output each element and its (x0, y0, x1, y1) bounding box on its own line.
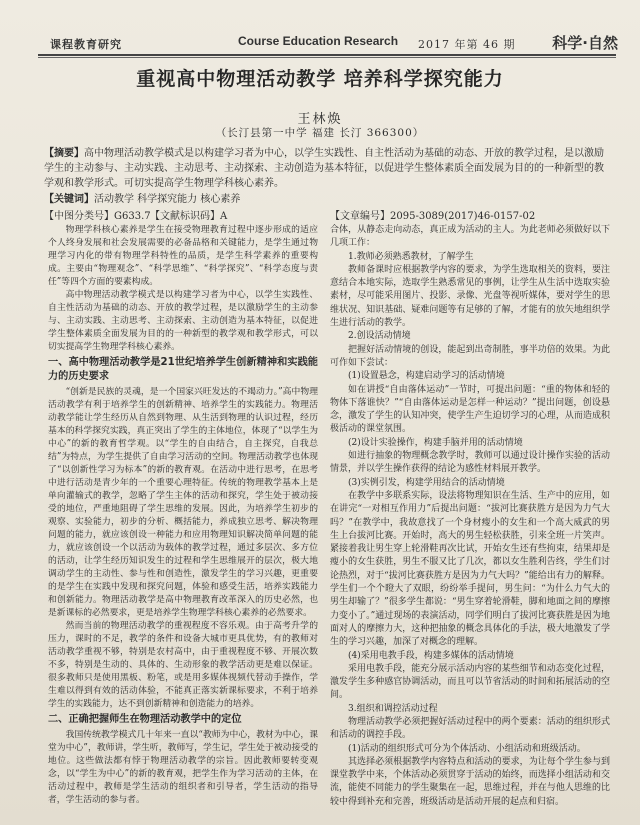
paragraph: “创新是民族的灵魂，是一个国家兴旺发达的不竭动力。”高中物理活动教学有利于培养学生的创新精神、培养学生的实践能力。物理活动教学能让学生经历从自然到物理、从生活到物理的认识过程，经历基本的科学探究实践，真正突出了学生的主体地位，体现了“以学生为中心”的新的教育哲学观。以“学生的自由结合，自主探究，自我总结”为特点，为学生提供了自由学习活动的空间。物理活动教学也体现了“以创新性学习为标本”的新的教育观。在活动中进行思考，在思考中进行活动是青少年的一个重要心理特征。传统的物理教学基本上是单向灌输式的教学，忽略了学生主体的活动和探究，学生处于被动接受的地位，严重地阻碍了学生思维的发展。因此，为培养学生初步的观察、实验能力，初步的分析、概括能力，养成独立思考、解决物理问题的能力，就应该创设一种能力和应用物理知识解决简单问题的能力，就应该创设一个以活动为载体的教学过程，通过多层次、多方位的活动，让学生经历知识发生的过程和学生思维展开的层次，极大地调动学生的主动性、参与性和创造性，激发学生的学习兴趣，更重要的是学生在实践中发现和探究问题，体验和感受生活，培养实践能力和创新能力。物理活动教学是高中物理教育改革深入的历史必然，也是新课标的必然要求，更是培养学生物理学科核心素养的必然要求。 (48, 387, 318, 618)
section-heading: 二、正确把握师生在物理活动教学中的定位 (48, 714, 242, 725)
clc-number (44, 207, 151, 222)
subheading: (4)采用电教手段，构建多媒体的活动情境 (348, 650, 514, 661)
section-heading: 一、高中物理活动教学是21世纪培养学生创新精神和实践能力的历史要求 (48, 357, 318, 382)
header-rule (38, 54, 616, 56)
clc-label: 【中图分类号】 (44, 211, 114, 222)
article-title: 重视高中物理活动教学 培养科学探究能力 (136, 68, 504, 90)
left-column (48, 224, 318, 807)
subheading: 3.组织和调控活动过程 (348, 703, 438, 714)
paragraph: 如在讲授“自由落体运动”一节时，可提出问题：“重的物体和轻的物体下落谁快？”“自由落体运动是怎样一种运动？”提出问题，创设悬念，激发了学生的认知冲突，使学生产生迫切学习的心理，从而造成积极活动的课堂氛围。 (330, 384, 610, 435)
subheading: (1)活动的组织形式可分为个体活动、小组活动和班级活动。 (348, 743, 586, 754)
paragraph: 然而当前的物理活动教学的重视程度不容乐观。由于高考升学的压力，课时的不足，教学的条件和设备大城市更具优势，有的教师对活动教学重视不够，特别是农村高中，由于重视程度不够、开展次数不多，特别是生动的、具体的、生动形象的教学活动更是难以保证。很多教师只是使用黑板、粉笔，或是用多媒体视频代替动手操作，学生难以得到有效的活动体验，不能真正落实新课标要求，不利于培养学生的实践能力，达不到创新精神和创造能力的培养。 (48, 621, 318, 709)
doc-value: A (220, 211, 228, 222)
abstract-label: 【摘要】 (44, 148, 84, 159)
subheading: 2.创设活动情境 (348, 331, 411, 342)
article-number-label: 【文章编号】 (330, 211, 390, 222)
doc-code (150, 207, 227, 222)
paragraph: 物理学科核心素养是学生在接受物理教育过程中逐步形成的适应个人终身发展和社会发展需要的必备品格和关键能力，是学生通过物理学习内化的带有物理学科特性的品质，是学生科学素养的重要构成。主要由“物理观念”、“科学思维”、“科学探究”、“科学态度与责任”等四个方面的要素构成。 (48, 225, 318, 287)
article-number (330, 207, 535, 222)
author-affiliation: （长汀县第一中学 福建 长汀 366300） (215, 127, 425, 139)
subheading: (1)设置悬念，构建启动学习的活动情境 (348, 371, 505, 382)
header-rule-thin (38, 57, 616, 58)
subheading: 1.教师必须熟悉教材，了解学生 (348, 251, 474, 262)
subheading: (2)设计实验操作，构建手脑并用的活动情境 (348, 437, 523, 448)
journal-name-cn: 课程教育研究 (50, 38, 122, 51)
issue-number: 2017 年第 46 期 (418, 38, 516, 51)
paragraph: 我国传统教学模式几十年来一直以“教师为中心，教材为中心，课堂为中心”，教师讲，学生听，教师写，学生记，学生处于被动接受的地位。这些做法都有悖于物理活动教学的宗旨。因此教师要转变观念，以“学生为中心”的新的教育观，把学生作为学习活动的主体，在活动过程中，教师是学生活动的组织者和引导者，学生活动的指导者，学生活动的参与者。 (48, 730, 318, 805)
paragraph: 教师备课时应根据教学内容的要求，为学生选取相关的资料，要注意结合本地实际，选取学生熟悉常见的事例，让学生从生活中选取实验素材，尽可能采用图片、投影、录像、光盘等视听媒体，要对学生的思维状况、知识基础、疑难问题等有足够的了解，才能有的放矢地组织学生进行活动的教学。 (330, 264, 610, 329)
abstract-text: 高中物理活动教学模式是以构建学习者为中心，以学生实践性、自主性活动为基础的动态、开放的教学过程，是以激励学生的主动参与、主动实践、主动思考、主动探索、主动创造为基本特征，以促进学生整体素质全面发展为目的的一种新型的教学观和教学形式。可切实提高学生物理学科核心素养。 (44, 148, 604, 189)
author-name: 王林焕 (297, 112, 343, 127)
paragraph: 如进行抽象的物理概念教学时，教师可以通过设计操作实验的活动情景，并以学生操作获得的结论为感性材料展开教学。 (330, 451, 610, 475)
running-header (28, 30, 618, 52)
keywords (44, 192, 240, 207)
paragraph: 把握好活动情境的创设，能起到出奇制胜，事半功倍的效果。为此可作如下尝试： (330, 344, 610, 368)
section-name: 科学·自然 (552, 34, 618, 52)
subheading: (3)实例引发，构建学用结合的活动情境 (348, 477, 505, 488)
article-number-value: 2095-3089(2017)46-0157-02 (390, 211, 536, 222)
abstract (44, 146, 604, 191)
paragraph: 采用电教手段，能充分展示活动内容的某些细节和动态变化过程，激发学生多种感官协调活动，而且可以节省活动的时间和拓展活动的空间。 (330, 663, 610, 701)
paragraph: 其选择必须根据教学内容特点和活动的要求，为让每个学生参与到课堂教学中来，个体活动必须贯穿于活动的始终，而选择小组活动和交流，能使不同能力的学生聚集在一起，思维过程，并在与他人思维的比较中得到补充和完善，班级活动是活动开展的起点和归宿。 (330, 756, 610, 807)
paragraph: 物理活动教学必须把握好活动过程中的两个要素：活动的组织形式和活动的调控手段。 (330, 716, 610, 741)
right-column (330, 224, 610, 809)
paragraph: 合体，从静态走向动态，真正成为活动的主人。为此老师必须做好以下几项工作： (330, 225, 610, 249)
doc-label: 【文献标识码】 (150, 211, 220, 222)
clc-value: G633.7 (114, 211, 151, 222)
paragraph: 在教学中多联系实际，设法将物理知识在生活、生产中的应用，如在讲完“一对相互作用力”后提出问题：“拔河比赛获胜方是因为力气大吗？”在教学中，我故意找了一个身材瘦小的女生和一个高大威武的男生上台拔河比赛。开始时，高大的男生轻松获胜，引来全班一片笑声。紧接着我让男生穿上轮滑鞋再次比试，开始女生还有些拘束，结果却是瘦小的女生获胜，男生不服又比了几次，都以女生胜利告终，学生们讨论热烈，对于“拔河比赛获胜方是因为力气大吗？”能给出有力的解释。学生们一个个瞪大了双眼，纷纷举手提问，男生问：“为什么力气大的男生却输了？”很多学生都说：“男生穿着轮滑鞋，脚和地面之间的摩擦力变小了。”通过现场的表演活动，同学们明白了拔河比赛获胜是因为地面对人的摩擦力大，这种把抽象的概念具体化的手法，极大地激发了学生的学习兴趣，加深了对概念的理解。 (330, 490, 610, 648)
paragraph: 高中物理活动教学模式是以构建学习者为中心，以学生实践性、自主性活动为基础的动态、开放的教学过程，是以激励学生的主动参与、主动实践、主动思考、主动探索、主动创造为基本特征，以促进学生整体素质全面发展为目的的一种新型的教学观和教学形式，可以切实提高学生物理学科核心素养。 (48, 290, 318, 352)
keywords-text: 活动教学 科学探究能力 核心素养 (94, 194, 241, 205)
journal-name-en: Course Education Research (238, 34, 399, 48)
keywords-label: 【关键词】 (44, 194, 94, 205)
